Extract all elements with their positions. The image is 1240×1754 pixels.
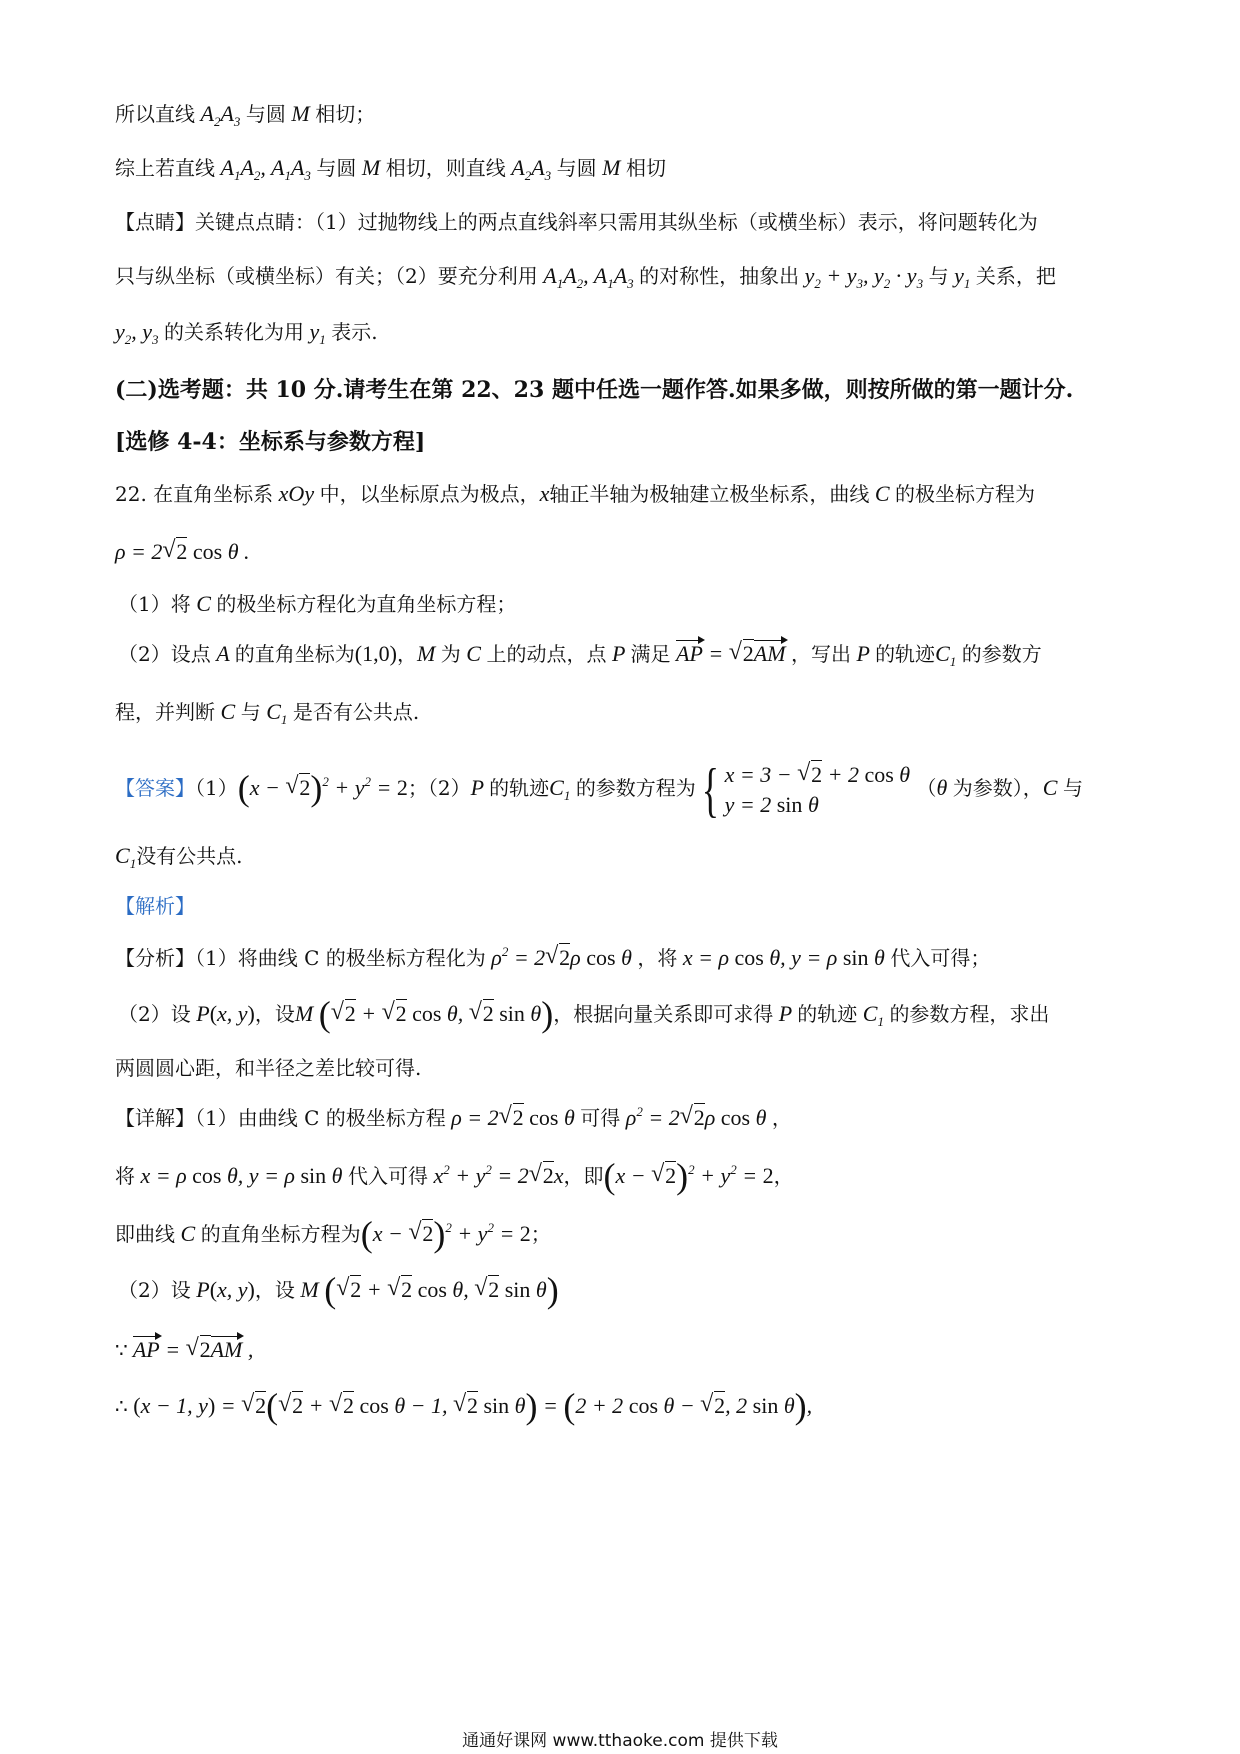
pointer-line-2: 只与纵坐标（或横坐标）有关；（2）要充分利用 $A_1A_2$, $A_1A_3$ 的对称性，抽象出 $y_2 + y_3$, $y_2 \cdot y_3$ 与 $y_1$ 关系，把 [115,263,1056,291]
detail-line-5: ∵ AP = √ 2AM , [115,1336,1140,1364]
detail-line-1: 【详解】（1）由曲线 C 的极坐标方程 ρ = 2√ 2 cos θ 可得 $\rho^2 = 2√$ 2ρ cos θ ， [115,1104,1140,1132]
pointer-line-3: $y_2$, $y_3$ 的关系转化为用 $y_1$ 表示. [115,319,378,347]
subsection-title: [选修 4-4：坐标系与参数方程] [115,429,426,455]
detail-line-2: 将 x = ρ cos θ, y = ρ sin θ 代入可得 $x^2 + y^2 = 2√$ 2x，即(x − √ $2)^2 + y^2 = 2$， [115,1162,1140,1190]
analysis-line-1: 【分析】（1）将曲线 C 的极坐标方程化为 $\rho^2 = 2√$ 2ρ cos θ ，将 x = ρ cos θ, y = ρ sin θ 代入可得； [115,944,1140,972]
question-22-line-2: ρ = 2√ 2 cos θ . [115,538,1140,566]
text-line-2: 综上若直线 $A_1A_2$, $A_1A_3$ 与圆 M 相切，则直线 $A_2A_3$ 与圆 M 相切 [115,155,666,183]
answer-line-2: $C_1$没有公共点. [115,843,243,871]
answer-line-1: 【答案】（1）(x − √ $2)^2 + y^2 = 2$；（2）P 的轨迹$C_1$ 的参数方程为{ x = 3 − √ 2 + 2 cos θ y = 2 sin θ （θ 为参数），C 与 [115,758,1140,818]
text-line-1: 所以直线 $A_2A_3$ 与圆 M 相切； [115,101,376,129]
pointer-tag: 【点睛】 [115,210,195,234]
detail-line-6: ∴ (x − 1, y) = √ 2(√ 2 + √ 2 cos θ − 1, √ 2 sin θ) = (2 + 2 cos θ − √ 2, 2 sin θ), [115,1392,1140,1420]
footer-credit: 通通好课网 www.tthaoke.com 提供下载 [462,1731,778,1751]
detail-line-3: 即曲线 C 的直角坐标方程为(x − √ $2)^2 + y^2 = 2$； [115,1220,1140,1248]
analysis-tag: 【解析】 [115,894,195,918]
question-22-line-1: 22. 在直角坐标系 xOy 中，以坐标原点为极点，x轴正半轴为极轴建立极坐标系，曲线 C 的极坐标方程为 [115,481,1036,506]
question-22-part-1: （1）将 C 的极坐标方程化为直角坐标方程； [118,591,517,616]
pointer-line-1: 【点睛】关键点点睛：（1）过抛物线上的两点直线斜率只需用其纵坐标（或横坐标）表示，将问题转化为 [115,210,1038,234]
analysis-line-3: 两圆圆心距，和半径之差比较可得. [115,1056,422,1080]
detail-line-4: （2）设 P(x, y)，设 M (√ 2 + √ 2 cos θ, √ 2 sin θ) [118,1276,1140,1304]
section-title: (二)选考题：共 10 分.请考生在第 22、23 题中任选一题作答.如果多做，则按所做的第一题计分. [115,377,1074,403]
analysis-line-2: （2）设 P(x, y)，设M (√ 2 + √ 2 cos θ, √ 2 sin θ)，根据向量关系即可求得 P 的轨迹 $C_1$ 的参数方程，求出 [118,1000,1140,1028]
answer-tag: 【答案】 [115,776,195,800]
question-22-part-2b: 程，并判断 C 与 $C_1$ 是否有公共点. [115,699,420,727]
question-22-part-2a: （2）设点 A 的直角坐标为(1,0)，M 为 C 上的动点，点 P 满足 AP = √ 2AM ，写出 P 的轨迹$C_1$ 的参数方 [118,640,1140,668]
